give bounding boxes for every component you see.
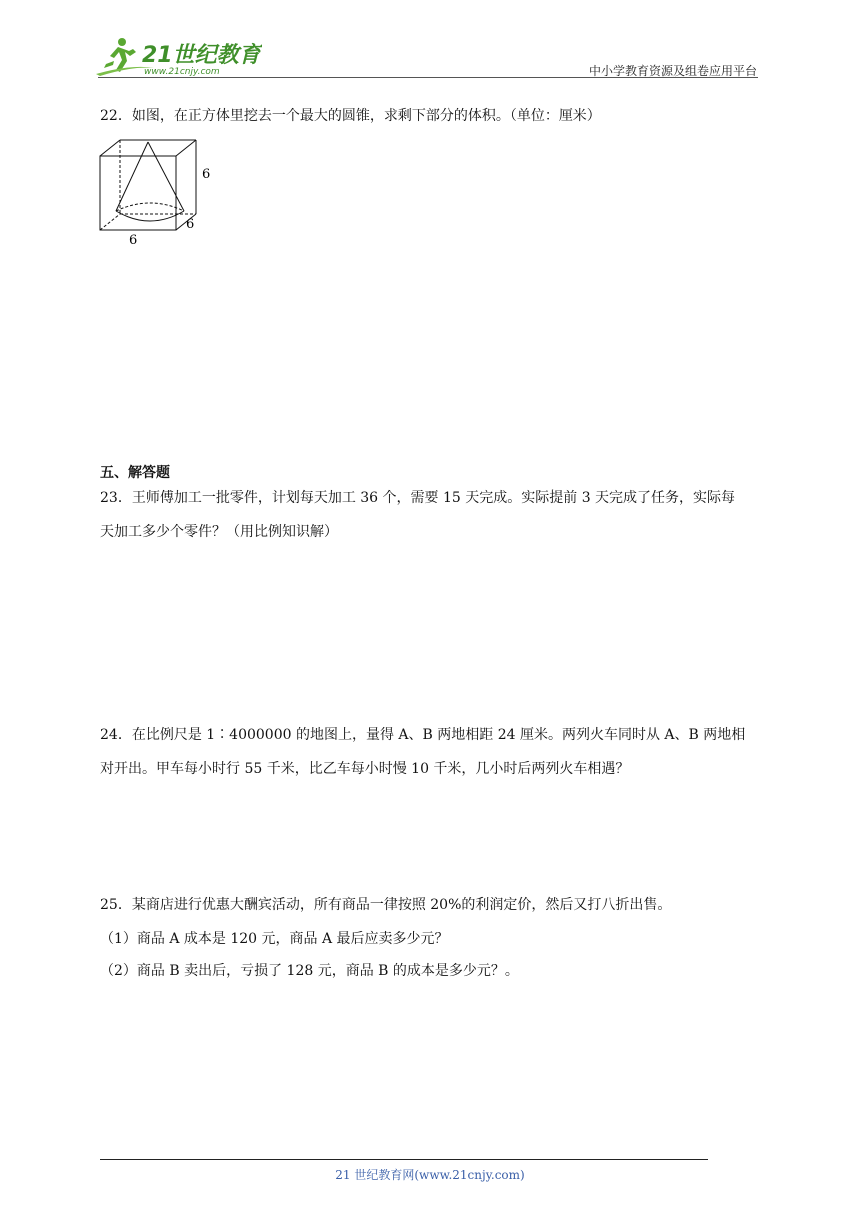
height-label: 6 <box>202 167 211 182</box>
width-label: 6 <box>129 233 138 248</box>
header-divider <box>98 77 758 78</box>
q25-line3: （2）商品 B 卖出后，亏损了 128 元，商品 B 的成本是多少元？。 <box>100 963 519 979</box>
logo-url: www.21cnjy.com <box>144 67 220 77</box>
q23-line1: 23．王师傅加工一批零件，计划每天加工 36 个，需要 15 天完成。实际提前 3 天完成了任务，实际每 <box>100 490 736 506</box>
cube-cone-figure <box>96 138 216 250</box>
q24-line1: 24．在比例尺是 1∶4000000 的地图上，量得 A、B 两地相距 24 厘米。两列火车同时从 A、B 两地相 <box>100 727 746 743</box>
cone-right-edge <box>148 142 184 211</box>
platform-name: 中小学教育资源及组卷应用平台 <box>588 64 757 78</box>
cone-left-edge <box>116 142 148 211</box>
section-title: 五、解答题 <box>100 465 170 481</box>
q24-line2: 对开出。甲车每小时行 55 千米，比乙车每小时慢 10 千米，几小时后两列火车相遇？ <box>100 761 630 777</box>
cone-base-back <box>116 203 184 211</box>
depth-label: 6 <box>186 217 195 232</box>
site-logo <box>92 34 262 78</box>
q23-line2: 天加工多少个零件？（用比例知识解） <box>100 524 338 540</box>
footer-text: 21 世纪教育网(www.21cnjy.com) <box>335 1168 525 1182</box>
q22-text: 22．如图，在正方体里挖去一个最大的圆锥，求剩下部分的体积。（单位：厘米） <box>100 108 601 124</box>
footer-divider <box>100 1159 708 1160</box>
logo-text: 21世纪教育 <box>142 43 261 68</box>
q25-line2: （1）商品 A 成本是 120 元，商品 A 最后应卖多少元？ <box>100 931 449 947</box>
cone-base-front <box>116 211 184 221</box>
q25-line1: 25．某商店进行优惠大酬宾活动，所有商品一律按照 20%的利润定价，然后又打八折出售。 <box>100 897 672 913</box>
